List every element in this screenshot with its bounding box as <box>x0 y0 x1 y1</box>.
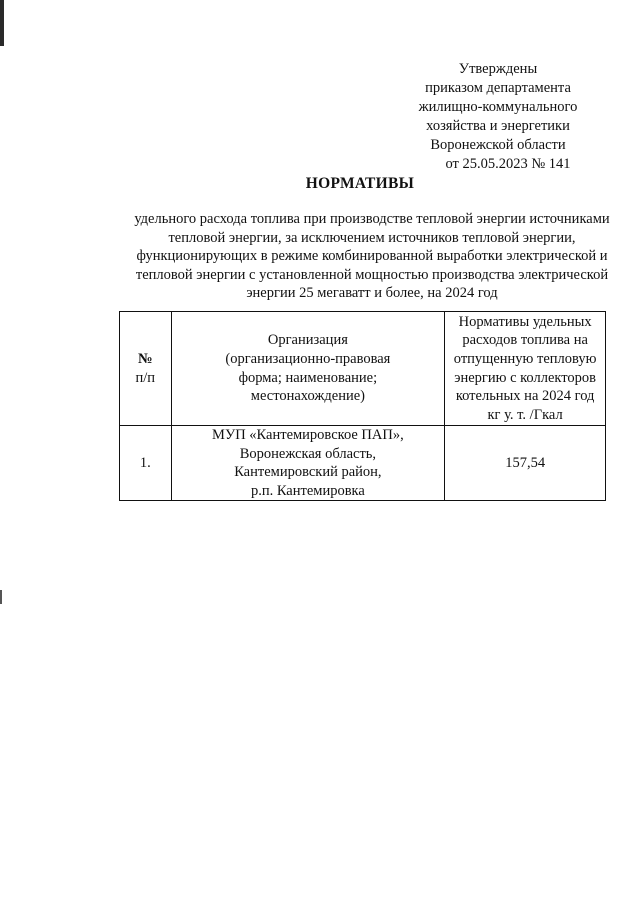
header-norm-unit: кг у. т. /Гкал <box>487 406 563 423</box>
subtitle-line: функционирующих в режиме комбинированной выработки электрической и <box>136 248 608 265</box>
header-organization-line: (организационно-правовая <box>225 350 391 367</box>
header-number-cell <box>120 312 172 426</box>
subtitle-line: энергии 25 мегаватт и более, на 2024 год <box>246 285 498 302</box>
header-norm-line: расходов топлива на <box>462 332 588 349</box>
norms-table <box>119 311 606 501</box>
header-organization-line: Организация <box>267 332 348 349</box>
header-norm-line: энергию с коллекторов <box>454 369 596 386</box>
table-header-row <box>120 312 606 426</box>
subtitle-line: тепловой энергии, за исключением источников тепловой энергии, <box>168 229 576 246</box>
subtitle-line: тепловой энергии с установленной мощностью производства электрической <box>135 266 609 283</box>
header-norm-line: Нормативы удельных <box>458 313 592 330</box>
header-norm-line: отпущенную тепловую <box>453 350 597 367</box>
approval-line: приказом департамента <box>425 80 571 96</box>
subtitle-line: удельного расхода топлива при производстве тепловой энергии источниками <box>134 211 610 227</box>
scan-edge-mark <box>0 590 2 604</box>
row-number-cell: 1. <box>120 426 172 501</box>
approval-line: Воронежской области <box>430 137 566 153</box>
header-norm-line: котельных на 2024 год <box>455 388 595 405</box>
approval-line: Утверждены <box>458 61 538 77</box>
approval-stamp-block <box>393 60 603 174</box>
header-norm-cell <box>445 312 606 426</box>
header-organization-line: форма; наименование; <box>238 369 378 386</box>
header-number-label: п/п <box>135 369 156 386</box>
row-organization-cell <box>171 426 445 501</box>
document-subtitle <box>104 210 640 303</box>
header-organization-cell <box>171 312 445 426</box>
header-number-sign: № <box>137 350 153 367</box>
approval-order-date: от 25.05.2023 № 141 <box>445 156 571 172</box>
row-organization-line: МУП «Кантемировское ПАП», <box>212 427 404 443</box>
scan-edge-mark <box>0 0 4 46</box>
row-organization-line: Кантемировский район, <box>234 464 382 481</box>
row-organization-line: Воронежская область, <box>239 445 377 462</box>
approval-line: хозяйства и энергетики <box>426 118 570 134</box>
row-organization-line: р.п. Кантемировка <box>250 482 365 499</box>
document-title: НОРМАТИВЫ <box>305 175 415 192</box>
header-organization-line: местонахождение) <box>250 388 365 405</box>
table-row <box>120 426 606 501</box>
approval-line: жилищно-коммунального <box>418 99 578 115</box>
row-norm-value-cell: 157,54 <box>445 426 606 501</box>
